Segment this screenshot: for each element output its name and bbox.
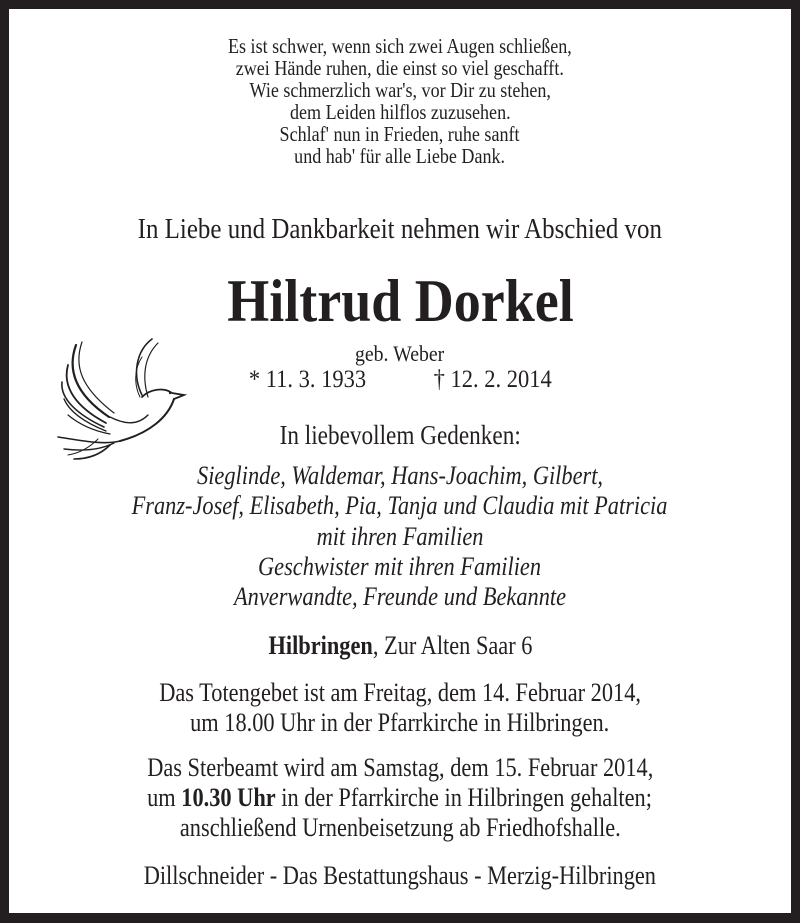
address (9, 631, 791, 661)
address-town: Hilbringen (268, 631, 373, 660)
prayer-line: Das Totengebet ist am Freitag, dem 14. Februar 2014, (159, 678, 641, 707)
mourners-line: Geschwister mit ihren Familien (258, 552, 542, 581)
prayer-line: um 18.00 Uhr in der Pfarrkirche in Hilbringen. (190, 708, 610, 737)
mourners-line: Franz-Josef, Elisabeth, Pia, Tanja und Claudia mit Patricia (132, 491, 668, 520)
requiem-line: Das Sterbeamt wird am Samstag, dem 15. Februar 2014, (146, 753, 654, 782)
poem-line: und hab' für alle Liebe Dank. (294, 144, 506, 168)
requiem-time: 10.30 Uhr (181, 783, 277, 812)
requiem-line: anschließend Urnenbeisetzung ab Friedhofshalle. (179, 813, 621, 842)
deceased-name: Hiltrud Dorkel (226, 268, 574, 334)
mourners-line: Anverwandte, Freunde und Bekannte (234, 582, 566, 611)
birth-symbol: * (248, 366, 260, 393)
life-dates (9, 367, 791, 393)
remembrance-heading: In liebevollem Gedenken: (279, 420, 521, 450)
birth-date: 11. 3. 1933 (265, 366, 366, 393)
poem-line: Es ist schwer, wenn sich zwei Augen schließen, (228, 34, 572, 58)
funeral-home: Dillschneider - Das Bestattungshaus - Merzig-Hilbringen (143, 861, 657, 890)
poem-line: Wie schmerzlich war's, vor Dir zu stehen, (249, 78, 551, 102)
poem-line: Schlaf' nun in Frieden, ruhe sanft (280, 122, 520, 146)
death-symbol: † (433, 366, 445, 393)
address-street: , Zur Alten Saar 6 (372, 631, 532, 660)
maiden-name: geb. Weber (355, 341, 445, 366)
obituary-notice (9, 9, 791, 913)
requiem-line: um 10.30 Uhr in der Pfarrkirche in Hilbringen gehalten; (147, 783, 653, 812)
death-date: 12. 2. 2014 (450, 366, 552, 393)
poem-line: zwei Hände ruhen, die einst so viel geschafft. (235, 56, 565, 80)
poem-line: dem Leiden hilflos zuzusehen. (289, 100, 511, 124)
intro-text: In Liebe und Dankbarkeit nehmen wir Abschied von (137, 213, 663, 245)
mourners-line: Sieglinde, Waldemar, Hans-Joachim, Gilbert, (197, 461, 603, 490)
mourners-line: mit ihren Familien (316, 522, 484, 551)
